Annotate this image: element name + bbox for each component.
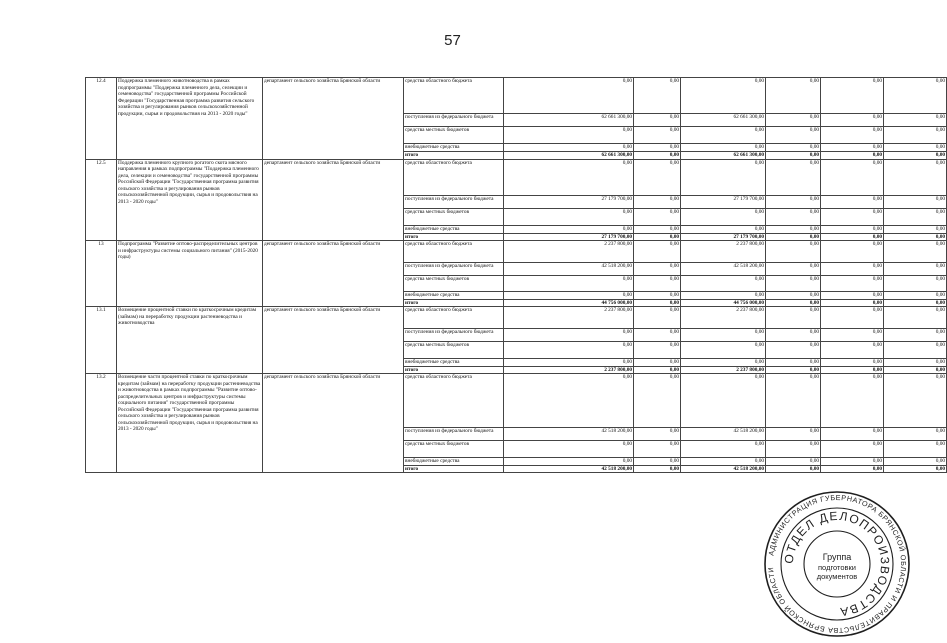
amount-cell: 0,00 [504, 159, 634, 195]
amount-cell: 0,00 [821, 78, 884, 114]
amount-cell: 0,00 [681, 441, 766, 458]
amount-cell: 0,00 [821, 276, 884, 292]
amount-cell: 0,00 [634, 78, 681, 114]
amount-cell: 27 179 700,00 [681, 233, 766, 241]
amount-cell: 0,00 [884, 208, 947, 225]
amount-cell: 0,00 [634, 342, 681, 359]
amount-cell: 0,00 [634, 127, 681, 144]
amount-cell: 0,00 [766, 441, 821, 458]
amount-cell: 0,00 [634, 225, 681, 233]
amount-cell: 2 237 800,00 [681, 366, 766, 374]
amount-cell: 0,00 [504, 144, 634, 152]
amount-cell: 0,00 [634, 152, 681, 160]
amount-cell: 0,00 [681, 276, 766, 292]
item-code: 13.2 [86, 374, 117, 473]
amount-cell: 0,00 [634, 307, 681, 329]
amount-cell: 0,00 [766, 263, 821, 276]
funding-source: внебюджетные средства [404, 359, 504, 367]
amount-cell: 0,00 [821, 329, 884, 342]
amount-cell: 0,00 [634, 366, 681, 374]
amount-cell: 0,00 [634, 292, 681, 300]
amount-cell: 0,00 [681, 127, 766, 144]
amount-cell: 0,00 [634, 458, 681, 466]
item-executor: департамент сельского хозяйства Брянской области [263, 159, 404, 241]
funding-source: внебюджетные средства [404, 144, 504, 152]
amount-cell: 0,00 [681, 159, 766, 195]
amount-cell: 0,00 [884, 458, 947, 466]
funding-source: поступления из федерального бюджета [404, 263, 504, 276]
funding-source: внебюджетные средства [404, 225, 504, 233]
amount-cell: 0,00 [884, 276, 947, 292]
amount-cell: 62 661 300,00 [681, 114, 766, 127]
amount-cell: 0,00 [634, 263, 681, 276]
amount-cell: 0,00 [681, 458, 766, 466]
amount-cell: 42 518 200,00 [504, 428, 634, 441]
funding-source: итого [404, 233, 504, 241]
amount-cell: 27 179 700,00 [504, 233, 634, 241]
table-row [86, 374, 947, 428]
amount-cell: 0,00 [766, 233, 821, 241]
amount-cell: 42 518 200,00 [681, 428, 766, 441]
funding-source: итого [404, 152, 504, 160]
budget-table [85, 77, 947, 473]
amount-cell: 0,00 [766, 208, 821, 225]
amount-cell: 42 518 200,00 [504, 263, 634, 276]
item-code: 13 [86, 241, 117, 307]
amount-cell: 0,00 [504, 342, 634, 359]
amount-cell: 0,00 [821, 307, 884, 329]
amount-cell: 0,00 [681, 208, 766, 225]
amount-cell: 0,00 [634, 299, 681, 307]
item-description: Подпрограмма "Развитие оптово-распределительных центров и инфраструктуры системы социального питания" (2015-2020 годы) [117, 241, 263, 307]
table-row [86, 159, 947, 195]
amount-cell: 0,00 [634, 208, 681, 225]
amount-cell: 0,00 [766, 428, 821, 441]
amount-cell: 0,00 [766, 458, 821, 466]
amount-cell: 0,00 [681, 144, 766, 152]
amount-cell: 0,00 [681, 225, 766, 233]
amount-cell: 0,00 [821, 366, 884, 374]
amount-cell: 0,00 [766, 159, 821, 195]
amount-cell: 0,00 [884, 307, 947, 329]
amount-cell: 0,00 [504, 276, 634, 292]
item-code: 12.4 [86, 78, 117, 160]
amount-cell: 42 518 200,00 [504, 465, 634, 473]
amount-cell: 27 179 700,00 [504, 195, 634, 208]
amount-cell: 0,00 [884, 152, 947, 160]
page-number: 57 [444, 32, 461, 49]
amount-cell: 0,00 [821, 441, 884, 458]
stamp-outer-text: АДМИНИСТРАЦИЯ ГУБЕРНАТОРА БРЯНСКОЙ ОБЛАСТИ И ПРАВИТЕЛЬСТВА БРЯНСКОЙ ОБЛАСТИ [766, 492, 909, 636]
amount-cell: 0,00 [884, 359, 947, 367]
amount-cell: 2 237 800,00 [681, 241, 766, 263]
amount-cell: 0,00 [766, 465, 821, 473]
amount-cell: 62 661 300,00 [504, 114, 634, 127]
amount-cell: 0,00 [681, 342, 766, 359]
funding-source: средства областного бюджета [404, 241, 504, 263]
item-code: 13.1 [86, 307, 117, 374]
amount-cell: 0,00 [821, 152, 884, 160]
amount-cell: 0,00 [634, 329, 681, 342]
amount-cell: 0,00 [766, 114, 821, 127]
amount-cell: 0,00 [504, 374, 634, 428]
amount-cell: 0,00 [821, 342, 884, 359]
amount-cell: 0,00 [634, 114, 681, 127]
funding-source: средства местных бюджетов [404, 342, 504, 359]
funding-source: средства местных бюджетов [404, 127, 504, 144]
amount-cell: 0,00 [884, 78, 947, 114]
amount-cell: 0,00 [634, 428, 681, 441]
amount-cell: 0,00 [504, 78, 634, 114]
funding-source: поступления из федерального бюджета [404, 428, 504, 441]
table-row [86, 78, 947, 114]
amount-cell: 0,00 [634, 159, 681, 195]
amount-cell: 0,00 [821, 195, 884, 208]
amount-cell: 0,00 [504, 292, 634, 300]
amount-cell: 0,00 [634, 374, 681, 428]
amount-cell: 27 179 700,00 [681, 195, 766, 208]
funding-source: поступления из федерального бюджета [404, 114, 504, 127]
funding-source: итого [404, 299, 504, 307]
amount-cell: 0,00 [821, 428, 884, 441]
funding-source: средства областного бюджета [404, 307, 504, 329]
amount-cell: 0,00 [884, 241, 947, 263]
item-description: Поддержка племенного животноводства в рамках подпрограммы "Поддержка племенного дела, селекции и семеноводства" государственной программы Российской Федерации "Государственная программа развития сельского хозяйства и регулирования рынков сельскохозяйственной продукции, сырья и продовольствия на 2013 - 2020 годы" [117, 78, 263, 160]
amount-cell: 0,00 [681, 359, 766, 367]
amount-cell: 0,00 [821, 465, 884, 473]
amount-cell: 0,00 [634, 276, 681, 292]
item-description: Возмещение части процентной ставки по краткосрочным кредитам (займам) на переработку продукции растениеводства и животноводства в рамках подпрограммы "Развитие оптово-распределительных центров и инфраструктуры системы социального питания" государственной программы Российской Федерации "Государственная программа развития сельского хозяйства и регулирования рынков сельскохозяйственной продукции, сырья и продовольствия на 2013 - 2020 годы" [117, 374, 263, 473]
amount-cell: 0,00 [766, 241, 821, 263]
item-executor: департамент сельского хозяйства Брянской области [263, 241, 404, 307]
amount-cell: 0,00 [681, 329, 766, 342]
amount-cell: 0,00 [634, 465, 681, 473]
amount-cell: 0,00 [884, 329, 947, 342]
amount-cell: 0,00 [766, 152, 821, 160]
funding-source: итого [404, 465, 504, 473]
funding-source: поступления из федерального бюджета [404, 195, 504, 208]
funding-source: внебюджетные средства [404, 292, 504, 300]
amount-cell: 0,00 [821, 241, 884, 263]
item-executor: департамент сельского хозяйства Брянской области [263, 374, 404, 473]
amount-cell: 0,00 [766, 144, 821, 152]
amount-cell: 0,00 [504, 208, 634, 225]
amount-cell: 0,00 [821, 374, 884, 428]
department-stamp [763, 490, 911, 638]
amount-cell: 0,00 [821, 299, 884, 307]
funding-source: итого [404, 366, 504, 374]
amount-cell: 0,00 [821, 263, 884, 276]
amount-cell: 2 237 800,00 [504, 366, 634, 374]
amount-cell: 0,00 [634, 144, 681, 152]
amount-cell: 0,00 [766, 307, 821, 329]
amount-cell: 0,00 [504, 225, 634, 233]
amount-cell: 0,00 [884, 263, 947, 276]
amount-cell: 0,00 [766, 374, 821, 428]
amount-cell: 0,00 [634, 233, 681, 241]
amount-cell: 0,00 [884, 342, 947, 359]
amount-cell: 0,00 [884, 233, 947, 241]
amount-cell: 0,00 [884, 144, 947, 152]
amount-cell: 0,00 [884, 159, 947, 195]
amount-cell: 2 237 800,00 [681, 307, 766, 329]
amount-cell: 0,00 [504, 127, 634, 144]
amount-cell: 0,00 [884, 441, 947, 458]
stamp-center-line-2: подготовки [818, 563, 856, 572]
amount-cell: 0,00 [681, 374, 766, 428]
amount-cell: 0,00 [884, 195, 947, 208]
amount-cell: 0,00 [766, 366, 821, 374]
amount-cell: 0,00 [821, 114, 884, 127]
funding-source: внебюджетные средства [404, 458, 504, 466]
amount-cell: 0,00 [766, 225, 821, 233]
amount-cell: 0,00 [766, 195, 821, 208]
amount-cell: 0,00 [821, 359, 884, 367]
amount-cell: 0,00 [504, 441, 634, 458]
funding-source: поступления из федерального бюджета [404, 329, 504, 342]
amount-cell: 0,00 [821, 458, 884, 466]
amount-cell: 0,00 [634, 441, 681, 458]
amount-cell: 0,00 [766, 329, 821, 342]
amount-cell: 0,00 [884, 225, 947, 233]
amount-cell: 0,00 [821, 208, 884, 225]
amount-cell: 62 661 300,00 [681, 152, 766, 160]
amount-cell: 0,00 [766, 78, 821, 114]
amount-cell: 0,00 [766, 127, 821, 144]
funding-source: средства местных бюджетов [404, 208, 504, 225]
stamp-center-line-1: Группа [822, 552, 852, 562]
amount-cell: 0,00 [766, 292, 821, 300]
amount-cell: 0,00 [884, 114, 947, 127]
funding-source: средства областного бюджета [404, 159, 504, 195]
amount-cell: 0,00 [766, 359, 821, 367]
amount-cell: 0,00 [821, 127, 884, 144]
funding-source: средства местных бюджетов [404, 276, 504, 292]
amount-cell: 0,00 [884, 428, 947, 441]
amount-cell: 62 661 300,00 [504, 152, 634, 160]
amount-cell: 0,00 [766, 299, 821, 307]
stamp-inner-text: ОТДЕЛ ДЕЛОПРОИЗВОДСТВА [781, 508, 893, 620]
table-row [86, 241, 947, 263]
item-executor: департамент сельского хозяйства Брянской области [263, 78, 404, 160]
item-executor: департамент сельского хозяйства Брянской области [263, 307, 404, 374]
amount-cell: 0,00 [884, 465, 947, 473]
amount-cell: 2 237 800,00 [504, 241, 634, 263]
funding-source: средства местных бюджетов [404, 441, 504, 458]
item-code: 12.5 [86, 159, 117, 241]
amount-cell: 0,00 [884, 366, 947, 374]
amount-cell: 42 518 200,00 [681, 263, 766, 276]
amount-cell: 0,00 [884, 299, 947, 307]
amount-cell: 0,00 [504, 458, 634, 466]
funding-source: средства областного бюджета [404, 374, 504, 428]
amount-cell: 0,00 [681, 292, 766, 300]
amount-cell: 0,00 [884, 374, 947, 428]
amount-cell: 0,00 [821, 144, 884, 152]
item-description: Возмещение процентной ставки по краткосрочным кредитам (займам) на переработку продукции растениеводства и животноводства [117, 307, 263, 374]
item-description: Поддержка племенного крупного рогатого скота мясного направления в рамках подпрограммы "Поддержка племенного дела, селекции и семеноводства" государственной программы Российской Федерации "Государственная программа развития сельского хозяйства и регулирования рынков сельскохозяйственной продукции, сырья и продовольствия на 2013 - 2020 годы" [117, 159, 263, 241]
amount-cell: 2 237 800,00 [504, 307, 634, 329]
amount-cell: 0,00 [681, 78, 766, 114]
amount-cell: 42 518 200,00 [681, 465, 766, 473]
amount-cell: 0,00 [766, 276, 821, 292]
table-row [86, 307, 947, 329]
amount-cell: 0,00 [634, 241, 681, 263]
amount-cell: 44 756 000,00 [504, 299, 634, 307]
amount-cell: 0,00 [884, 292, 947, 300]
amount-cell: 0,00 [504, 359, 634, 367]
amount-cell: 0,00 [821, 159, 884, 195]
amount-cell: 0,00 [821, 292, 884, 300]
amount-cell: 0,00 [766, 342, 821, 359]
amount-cell: 0,00 [634, 359, 681, 367]
stamp-center-line-3: документов [816, 572, 858, 581]
amount-cell: 0,00 [821, 225, 884, 233]
funding-source: средства областного бюджета [404, 78, 504, 114]
amount-cell: 44 756 000,00 [681, 299, 766, 307]
amount-cell: 0,00 [884, 127, 947, 144]
amount-cell: 0,00 [634, 195, 681, 208]
amount-cell: 0,00 [821, 233, 884, 241]
amount-cell: 0,00 [504, 329, 634, 342]
